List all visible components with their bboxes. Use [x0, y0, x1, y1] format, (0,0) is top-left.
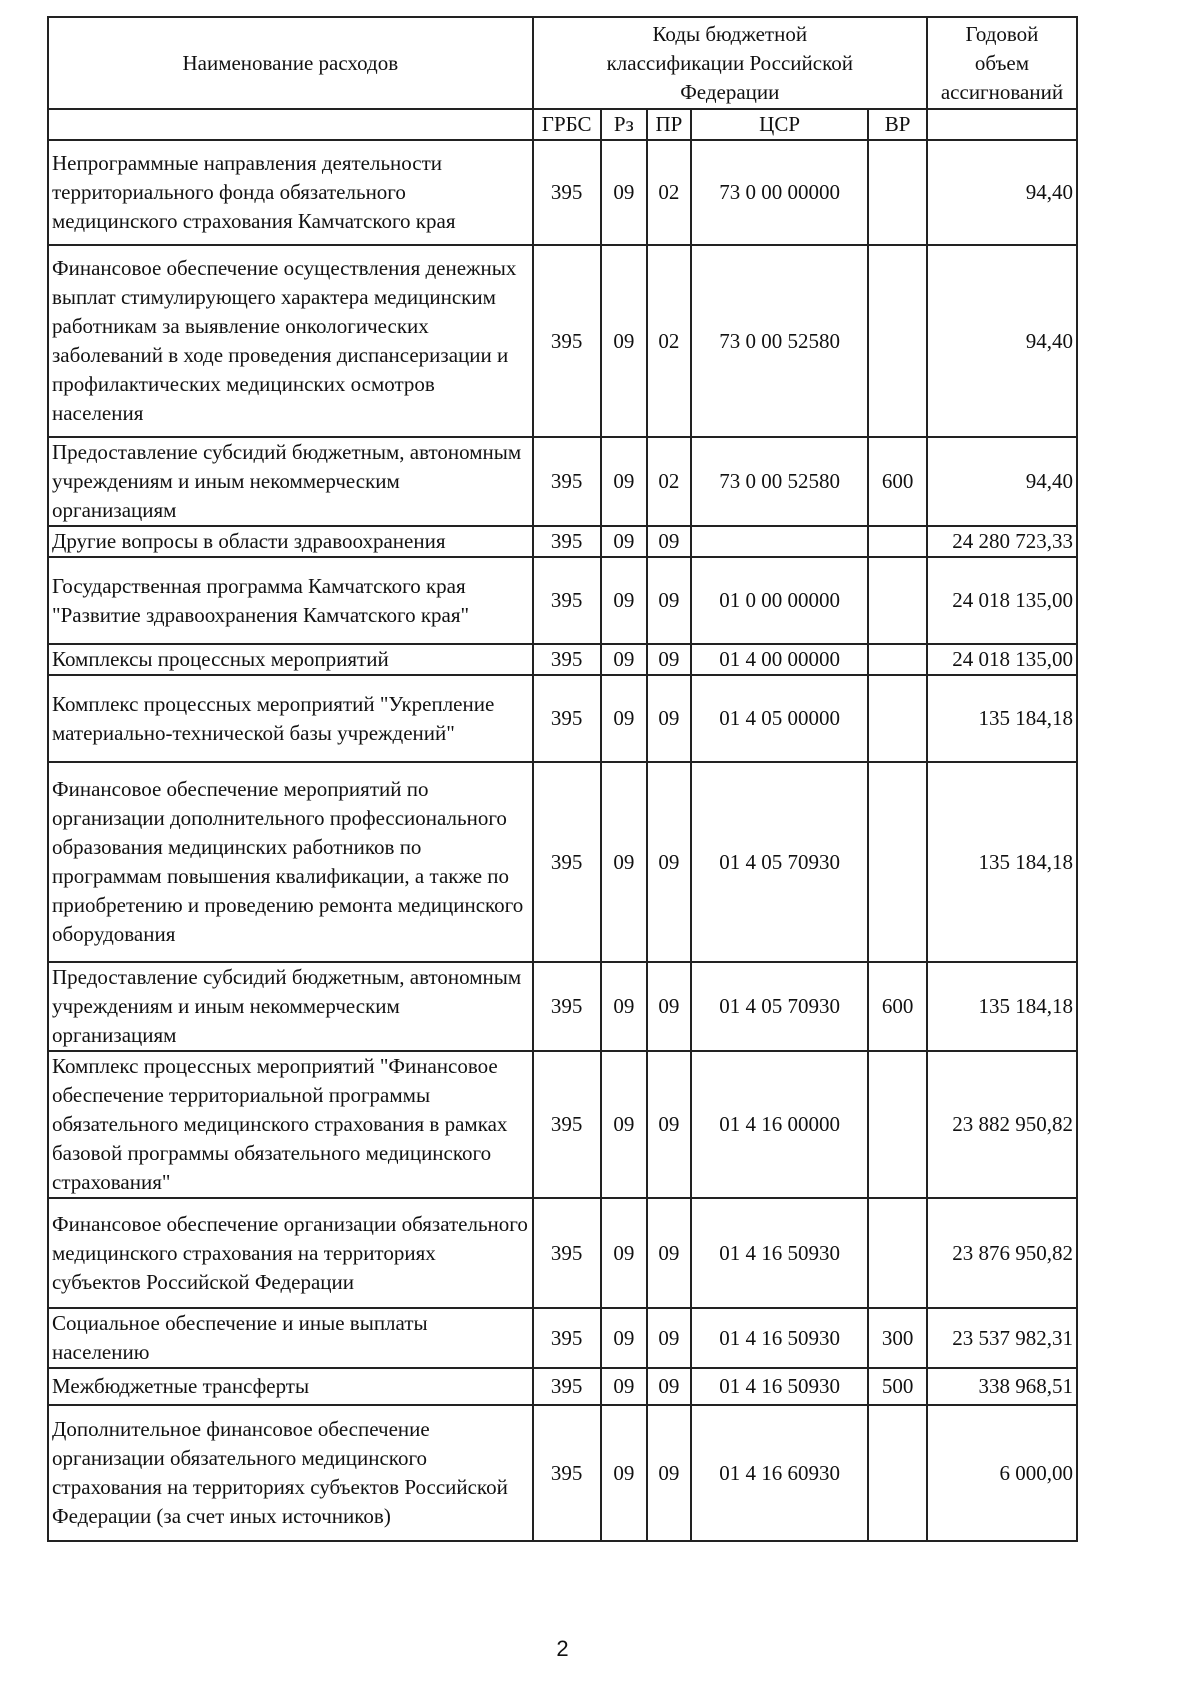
row-rz: 09: [601, 437, 647, 526]
row-rz: 09: [601, 962, 647, 1051]
table-row: [48, 437, 1077, 526]
row-rz: 09: [601, 557, 647, 644]
row-amount: 94,40: [927, 245, 1077, 437]
row-rz: 09: [601, 245, 647, 437]
row-pr: 02: [647, 140, 691, 245]
row-name: Предоставление субсидий бюджетным, автономным учреждениям и иным некоммерческим организациям: [48, 437, 533, 526]
row-vr: 500: [868, 1368, 927, 1405]
row-amount: 24 280 723,33: [927, 526, 1077, 557]
row-grbs: 395: [533, 557, 601, 644]
row-grbs: 395: [533, 1308, 601, 1368]
header-codes: Коды бюджетной классификации Российской Федерации: [533, 17, 927, 109]
row-name: Государственная программа Камчатского края "Развитие здравоохранения Камчатского края": [48, 557, 533, 644]
row-amount: 6 000,00: [927, 1405, 1077, 1541]
subheader-empty-amount: [927, 109, 1077, 140]
table-row: [48, 245, 1077, 437]
row-grbs: 395: [533, 245, 601, 437]
row-name: Межбюджетные трансферты: [48, 1368, 533, 1405]
row-rz: 09: [601, 644, 647, 675]
page-number: 2: [556, 1636, 569, 1661]
row-amount: 135 184,18: [927, 962, 1077, 1051]
row-csr: [691, 526, 868, 557]
row-amount: 338 968,51: [927, 1368, 1077, 1405]
row-pr: 09: [647, 1308, 691, 1368]
row-amount: 23 537 982,31: [927, 1308, 1077, 1368]
row-name: Комплекс процессных мероприятий "Финансовое обеспечение территориальной программы обязательного медицинского страхования в рамках базовой программы обязательного медицинского страхования": [48, 1051, 533, 1198]
row-grbs: 395: [533, 437, 601, 526]
row-grbs: 395: [533, 140, 601, 245]
header-name: Наименование расходов: [48, 17, 533, 109]
row-amount: 23 882 950,82: [927, 1051, 1077, 1198]
row-pr: 09: [647, 675, 691, 762]
table-row: [48, 962, 1077, 1051]
row-rz: 09: [601, 526, 647, 557]
row-grbs: 395: [533, 962, 601, 1051]
row-name: Комплекс процессных мероприятий "Укрепление материально-технической базы учреждений": [48, 675, 533, 762]
row-csr: 01 4 16 00000: [691, 1051, 868, 1198]
row-rz: 09: [601, 1198, 647, 1308]
row-pr: 09: [647, 644, 691, 675]
row-csr: 01 4 16 50930: [691, 1198, 868, 1308]
row-pr: 09: [647, 557, 691, 644]
row-vr: [868, 140, 927, 245]
table-row: [48, 762, 1077, 962]
row-name: Дополнительное финансовое обеспечение организации обязательного медицинского страхования на территориях субъектов Российской Федерации (за счет иных источников): [48, 1405, 533, 1541]
row-amount: 24 018 135,00: [927, 557, 1077, 644]
table-row: [48, 1051, 1077, 1198]
row-vr: [868, 1198, 927, 1308]
subheader-empty: [48, 109, 533, 140]
row-vr: [868, 1405, 927, 1541]
row-grbs: 395: [533, 675, 601, 762]
row-rz: 09: [601, 1405, 647, 1541]
row-amount: 23 876 950,82: [927, 1198, 1077, 1308]
row-vr: [868, 644, 927, 675]
table-row: [48, 1198, 1077, 1308]
row-vr: 600: [868, 962, 927, 1051]
row-rz: 09: [601, 1051, 647, 1198]
row-rz: 09: [601, 140, 647, 245]
table-row: [48, 1368, 1077, 1405]
header-row: [48, 17, 1077, 109]
row-pr: 09: [647, 1405, 691, 1541]
table-row: [48, 644, 1077, 675]
row-grbs: 395: [533, 1405, 601, 1541]
row-name: Социальное обеспечение и иные выплаты населению: [48, 1308, 533, 1368]
row-csr: 01 4 16 50930: [691, 1308, 868, 1368]
row-vr: [868, 557, 927, 644]
row-vr: 600: [868, 437, 927, 526]
row-csr: 73 0 00 52580: [691, 245, 868, 437]
row-csr: 73 0 00 52580: [691, 437, 868, 526]
row-csr: 73 0 00 00000: [691, 140, 868, 245]
row-csr: 01 4 16 50930: [691, 1368, 868, 1405]
row-name: Непрограммные направления деятельности территориального фонда обязательного медицинского страхования Камчатского края: [48, 140, 533, 245]
header-grbs: ГРБС: [533, 109, 601, 140]
table-row: [48, 140, 1077, 245]
row-amount: 135 184,18: [927, 675, 1077, 762]
row-name: Финансовое обеспечение организации обязательного медицинского страхования на территориях субъектов Российской Федерации: [48, 1198, 533, 1308]
row-name: Финансовое обеспечение осуществления денежных выплат стимулирующего характера медицинским работникам за выявление онкологических заболеваний в ходе проведения диспансеризации и профилактических медицинских осмотров населения: [48, 245, 533, 437]
row-csr: 01 4 16 60930: [691, 1405, 868, 1541]
row-grbs: 395: [533, 1368, 601, 1405]
row-amount: 94,40: [927, 140, 1077, 245]
row-pr: 09: [647, 762, 691, 962]
table-body: [48, 140, 1077, 1541]
row-name: Комплексы процессных мероприятий: [48, 644, 533, 675]
row-grbs: 395: [533, 762, 601, 962]
row-grbs: 395: [533, 644, 601, 675]
row-vr: [868, 1051, 927, 1198]
row-name: Предоставление субсидий бюджетным, автономным учреждениям и иным некоммерческим организациям: [48, 962, 533, 1051]
row-amount: 94,40: [927, 437, 1077, 526]
row-pr: 09: [647, 1051, 691, 1198]
row-vr: [868, 762, 927, 962]
row-grbs: 395: [533, 526, 601, 557]
row-vr: 300: [868, 1308, 927, 1368]
header-csr: ЦСР: [691, 109, 868, 140]
row-vr: [868, 526, 927, 557]
row-grbs: 395: [533, 1198, 601, 1308]
row-amount: 135 184,18: [927, 762, 1077, 962]
subheader-row: [48, 109, 1077, 140]
row-csr: 01 4 05 00000: [691, 675, 868, 762]
table-row: [48, 675, 1077, 762]
header-pr: ПР: [647, 109, 691, 140]
row-pr: 02: [647, 437, 691, 526]
row-pr: 09: [647, 1368, 691, 1405]
header-rz: Рз: [601, 109, 647, 140]
table-row: [48, 557, 1077, 644]
row-csr: 01 0 00 00000: [691, 557, 868, 644]
row-csr: 01 4 05 70930: [691, 762, 868, 962]
row-rz: 09: [601, 675, 647, 762]
row-pr: 09: [647, 526, 691, 557]
row-rz: 09: [601, 762, 647, 962]
row-rz: 09: [601, 1308, 647, 1368]
row-pr: 02: [647, 245, 691, 437]
row-name: Финансовое обеспечение мероприятий по организации дополнительного профессионального образования медицинских работников по программам повышения квалификации, а также по приобретению и проведению ремонта медицинского оборудования: [48, 762, 533, 962]
row-csr: 01 4 05 70930: [691, 962, 868, 1051]
row-pr: 09: [647, 962, 691, 1051]
row-grbs: 395: [533, 1051, 601, 1198]
row-name: Другие вопросы в области здравоохранения: [48, 526, 533, 557]
table-row: [48, 1405, 1077, 1541]
row-vr: [868, 245, 927, 437]
table-row: [48, 1308, 1077, 1368]
row-amount: 24 018 135,00: [927, 644, 1077, 675]
row-vr: [868, 675, 927, 762]
row-csr: 01 4 00 00000: [691, 644, 868, 675]
header-vr: ВР: [868, 109, 927, 140]
budget-table: [47, 16, 1078, 1542]
row-pr: 09: [647, 1198, 691, 1308]
row-rz: 09: [601, 1368, 647, 1405]
table-row: [48, 526, 1077, 557]
header-annual: Годовой объем ассигнований: [927, 17, 1077, 109]
